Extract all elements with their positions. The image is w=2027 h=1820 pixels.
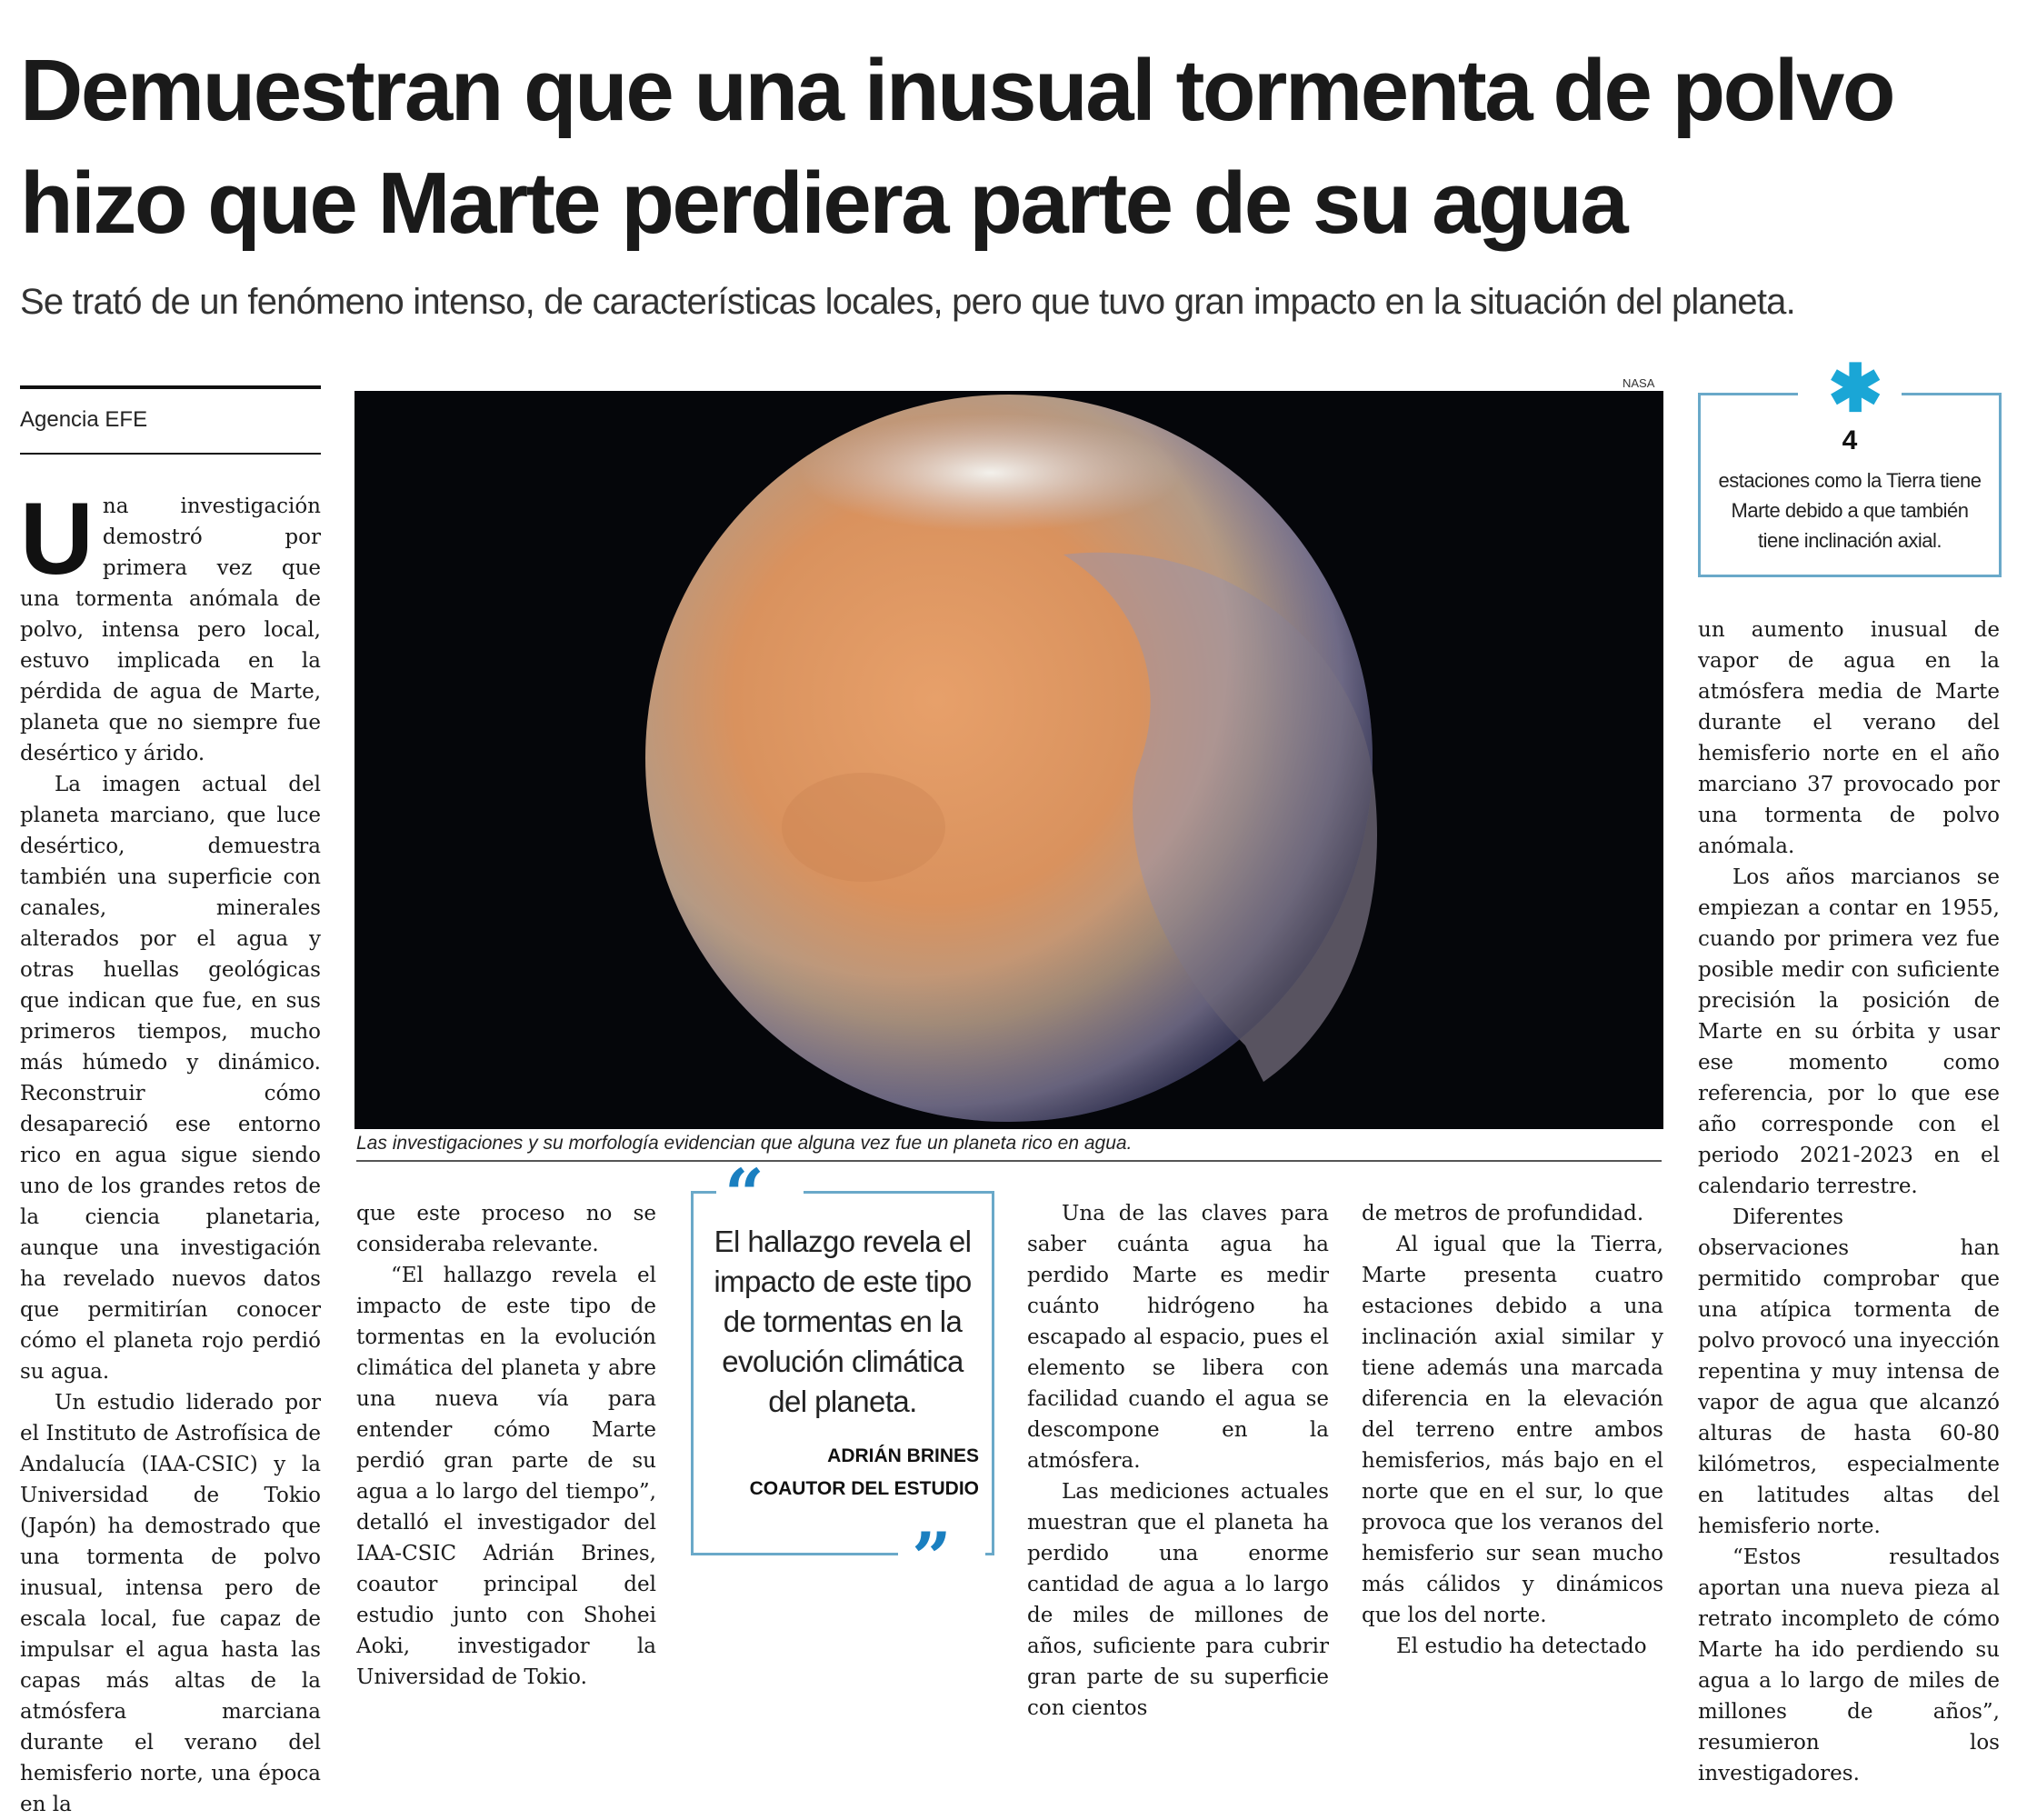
headline: Demuestran que una inusual tormenta de polvo hizo que Marte perdiera parte de su agua [20,42,1894,252]
byline-box [20,385,321,455]
article-column-2 [356,1198,656,1693]
fact-number: 4 [1842,425,1858,455]
article-paragraph: Los años marcianos se empiezan a contar en 1955, cuando por primera vez fue posible medir con suficiente precisión la posición de Marte en su órbita y usar ese momento como referencia, por lo que ese año corresponde con el periodo 2021-2023 en el calendario terrestre. [1698,865,2000,1198]
byline: Agencia EFE [20,407,148,432]
article-paragraph: Las mediciones actuales muestran que el planeta ha perdido una enorme cantidad de agua a lo largo de miles de millones de años, suficiente para cubrir gran parte de su superficie con cientos [1027,1480,1329,1720]
photo-caption: Las investigaciones y su morfología evidencian que alguna vez fue un planeta rico en agua. [356,1133,1662,1162]
article-paragraph: La imagen actual del planeta marciano, que luce desértico, demuestra también una superficie con canales, minerales alterados por el agua y otras huellas geológicas que indican que fue, en sus primeros tiempos, mucho más húmedo y dinámico. Reconstruir cómo desapareció ese entorno rico en agua sigue siendo uno de los grandes retos de la ciencia planetaria, aunque una investigación ha revelado nuevos datos que permitirían conocer cómo el planeta rojo perdió su agua. [20,773,321,1384]
mars-photo [354,391,1663,1129]
article-column-4 [1027,1198,1329,1724]
article-paragraph: “Estos resultados aportan una nueva pieza al retrato incompleto de cómo Marte ha ido perdiendo su agua a lo largo de miles de millones de años”, resumieron los investigadores. [1698,1545,2000,1785]
article-paragraph: que este proceso no se consideraba relevante. [356,1202,656,1256]
subheadline: Se trató de un fenómeno intenso, de características locales, pero que tuvo gran impacto en la situación del planeta. [20,282,1795,322]
pull-quote [691,1154,994,1598]
quote-author: ADRIÁN BRINES [827,1445,979,1466]
photo-credit: NASA [1623,376,1655,390]
article-paragraph: Una de las claves para saber cuánta agua ha perdido Marte es medir cuánto hidrógeno ha escapado al espacio, pues el elemento se libera con facilidad cuando el agua se descompone en la atmósfera. [1027,1202,1329,1473]
article-column-5 [1362,1198,1663,1662]
close-quote-icon: ” [912,1517,952,1598]
asterisk-icon: ✱ [1828,353,1883,425]
quote-author-role: COAUTOR DEL ESTUDIO [749,1478,979,1499]
fact-box [1698,353,2002,577]
open-quote-icon: “ [724,1154,764,1235]
quote-text: El hallazgo revela el impacto de este tipo de tormentas en la evolución climática del planeta. [714,1225,972,1418]
article-paragraph: Diferentes observaciones han permitido comprobar que una atípica tormenta de polvo provocó una inyección repentina y muy intensa de vapor de agua que alcanzó alturas de hasta 60-80 kilómetros, especialmente en latitudes altas del hemisferio norte. [1698,1205,2000,1538]
article-paragraph: El estudio ha detectado [1396,1635,1647,1658]
article-paragraph: “El hallazgo revela el impacto de este tipo de tormentas en la evolución climática del planeta y abre una nueva vía para entender cómo Marte perdió gran parte de su agua a lo largo del tiempo”, detalló el investigador del IAA-CSIC Adrián Brines, coautor principal del estudio junto con Shohei Aoki, investigador la Universidad de Tokio. [356,1264,656,1689]
article-paragraph: un aumento inusual de vapor de agua en la atmósfera media de Marte durante el verano del hemisferio norte en el año marciano 37 provocado por una tormenta de polvo anómala. [1698,618,2000,858]
fact-text: estaciones como la Tierra tiene Marte debido a que también tiene inclinación axial. [1718,469,1982,552]
article-paragraph: de metros de profundidad. [1362,1202,1644,1225]
mars-planet-image [354,391,1663,1129]
article-column-6 [1698,615,2000,1789]
article-paragraph: Una investigación demostró por primera vez que una tormenta anómala de polvo, intensa pero local, estuvo implicada en la pérdida de agua de Marte, planeta que no siempre fue desértico y árido. [20,482,321,765]
article-column-1 [20,482,321,1820]
article-paragraph: Un estudio liderado por el Instituto de Astrofísica de Andalucía (IAA-CSIC) y la Universidad de Tokio (Japón) ha demostrado que una tormenta de polvo inusual, intensa pero de escala local, fue capaz de impulsar el agua hasta las capas más altas de la atmósfera marciana durante el verano del hemisferio norte, una época en la [20,1391,321,1816]
article-paragraph: Al igual que la Tierra, Marte presenta cuatro estaciones debido a una inclinación axial similar y tiene además una marcada diferencia en la elevación del terreno entre ambos hemisferios, más bajo en el norte que en el sur, lo que provoca que los veranos del hemisferio sur sean mucho más cálidos y dinámicos que los del norte. [1362,1233,1663,1627]
drop-cap: U [20,482,94,595]
